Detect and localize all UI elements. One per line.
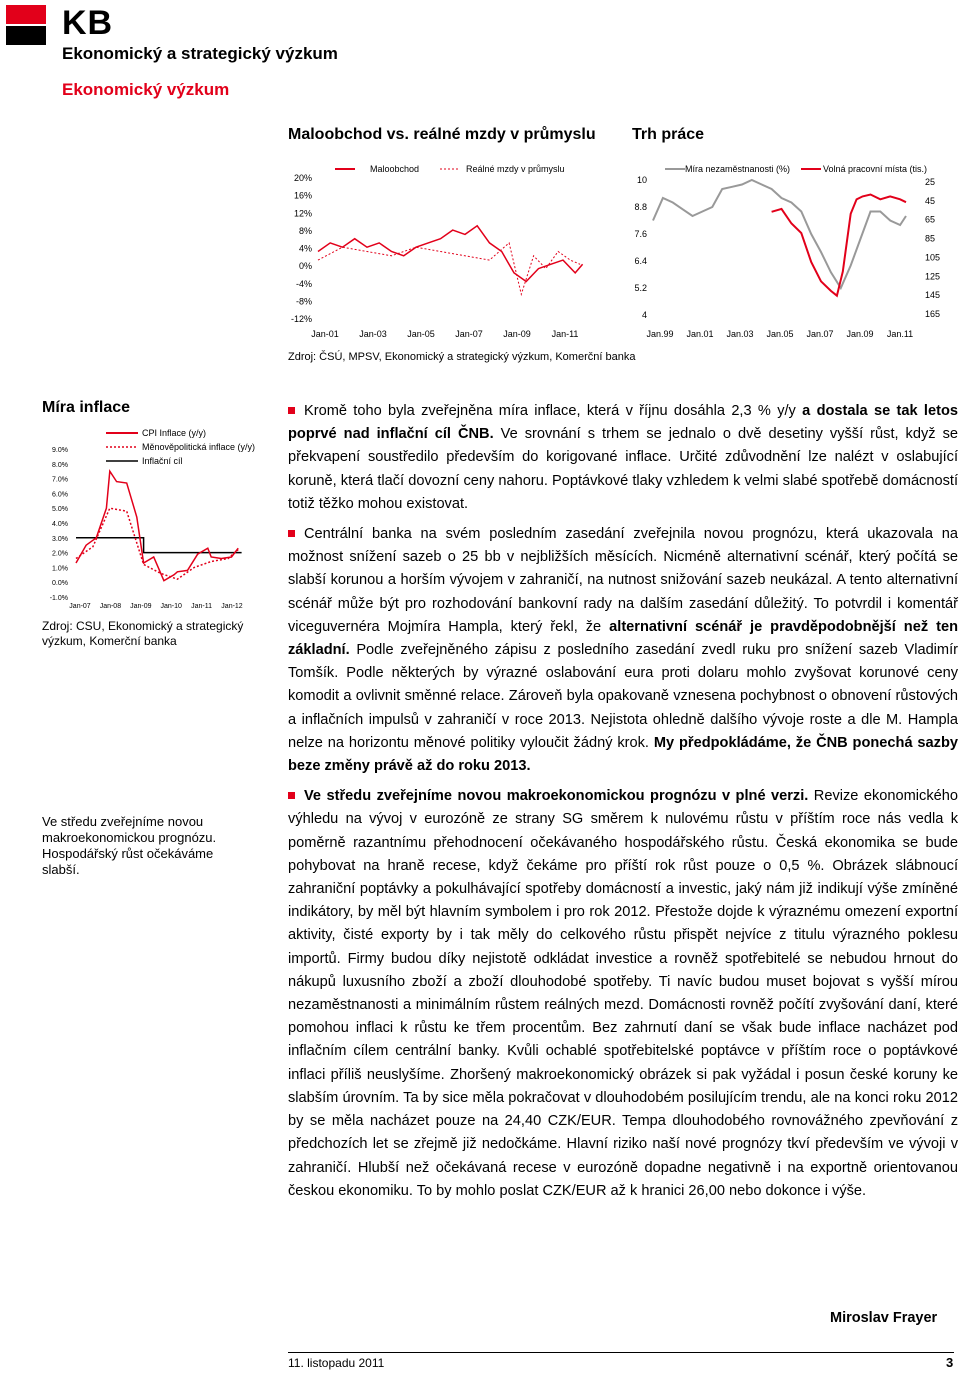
retail-y-tick: -8% <box>295 296 312 307</box>
inflation-y-tick: 8.0% <box>52 461 68 469</box>
p3-text: Revize ekonomického výhledu na vývoj v eurozóně ze strany SG směrem k nulovému růstu v příštím roce nás vedla k poměrně razantnímu přehodnocení očekávaného hospodářského růstu. Česká ekonomika se bude pohybovat na hraně recese, když čekáme pro příští rok růst pouze o 0,5 %. Obrázek slábnoucí zahraniční poptávky a pokulhávající spotřeby domácností a investic, jaký nám již indikují výše zmíněné indikátory, by měl být hlavním symbolem i pro rok 2012. Přestože dojde k výraznému omezení exportní aktivity, čisté exporty by i tak měly do celkového růstu přispět nejvíce z titulu výrazného poklesu importů. Firmy budou díky nejistotě odkládat investice a rovněž spotřebitelé se nebudou hrnout do nákupů luxusního zboží a zboží dlouhodobé spotřeby. Ti navíc budou muset bojovat s vyšší mírou nezaměstnanosti a minimálním růstem reálných mezd. Domácnosti rovněž počítí zvyšování daní, které pomohou inflaci k růstu ke třem procentům. Bez zahrnutí daní se však bude inflace nacházet pod inflačním cílem centrální banky. Kvůli ochablé spotřebitelské poptávce v příštím roce o poptávkové inflaci příliš neuslyšíme. Zhoršený makroekonomický obrázek si pak vyžádal i posun české koruny ke slabším úrovním. Ta by sice měla pokračovat v dlouhodobém posilujícím trendu, ale na konci roku 2012 by se měla nacházet pouze na 24,40 CZK/EUR. Tempa dlouhodobého rovnovážného zpevňování z předchozích let se zřejmě již nedočkáme. Hlavní riziko naší nové prognózy tkví především ve vývoji v zahraničí. Hlubší než očekávaná recese v eurozóně dopadne negativně i na exportně orientovanou českou ekonomiku. To by mohlo poslat CZK/EUR až k hranici 26,00 nebo dokonce i výše. <box>288 788 958 1199</box>
footer-divider <box>288 1352 954 1353</box>
vacancies-series-line <box>772 195 906 296</box>
retail-series-line <box>318 226 583 282</box>
retail-y-tick: -12% <box>290 314 312 324</box>
retail-y-tick: 20% <box>293 173 312 183</box>
labor-yr-tick: 45 <box>925 195 936 206</box>
cpi-series-line <box>76 471 238 581</box>
bullet-icon <box>288 530 295 537</box>
labor-yr-tick: 125 <box>925 271 941 282</box>
footer-date: 11. listopadu 2011 <box>288 1356 385 1370</box>
labor-yr-tick: 105 <box>925 252 941 263</box>
p3-bold: Ve středu zveřejníme novou makroekonomickou prognózu v plné verzi. <box>304 788 809 805</box>
retail-x-tick: Jan-09 <box>503 329 531 339</box>
p2-text-rest: Podle zveřejněného zápisu z posledního zasedání zvedl ruku pro snížení sazeb Vladimír Tomšík. Podle některých by výrazné oslabování eura proti dolaru mohlo zvyšovat korunové ceny komodit a ovlivnit směnné relace. Zároveň byla opakovaně vznesena pochybnost o obnovení růstových a inflačních impulsů v zahraničí v roce 2013. Nejistota ohledně dalšího vývoje roste a dle M. Hampla nelze na horizontu měnové politiky vyloučit žádný krok. <box>288 642 958 751</box>
labor-x-tick: Jan.05 <box>766 329 794 339</box>
target-series-line <box>76 538 242 553</box>
author: Miroslav Frayer <box>830 1310 938 1326</box>
retail-chart <box>280 155 610 345</box>
legend-unemployment: Míra nezaměstnanosti (%) <box>685 164 791 174</box>
labor-yr-tick: 145 <box>925 290 941 301</box>
inflation-y-tick: 2.0% <box>52 550 68 558</box>
labor-yr-tick: 165 <box>925 309 941 319</box>
p2-bold-end: My předpokládáme, že ČNB ponechá sazby beze změny právě až do roku 2013. <box>288 734 958 775</box>
retail-y-tick: 0% <box>298 261 312 272</box>
mp-inflation-series-line <box>76 508 238 579</box>
paragraph-1 <box>288 400 958 516</box>
legend-target: Inflační cíl <box>142 456 183 466</box>
labor-x-tick: Jan.11 <box>886 329 914 339</box>
bullet-icon <box>288 407 295 414</box>
inflation-y-tick: 6.0% <box>52 491 68 499</box>
source-top: Zdroj: ČSÚ, MPSV, Ekonomický a strategický výzkum, Komerční banka <box>288 351 636 363</box>
retail-x-tick: Jan-07 <box>455 329 483 339</box>
labor-yr-tick: 25 <box>925 177 936 187</box>
inflation-x-tick: Jan-11 <box>191 603 213 610</box>
inflation-x-tick: Jan-08 <box>99 603 122 610</box>
inflation-y-tick: 3.0% <box>52 535 68 543</box>
legend-wages: Reálné mzdy v průmyslu <box>466 164 565 174</box>
retail-chart-title: Maloobchod vs. reálné mzdy v průmyslu <box>288 126 596 143</box>
labor-yr-tick: 65 <box>925 214 936 225</box>
labor-chart-title: Trh práce <box>632 126 705 143</box>
labor-yl-tick: 4 <box>641 310 647 320</box>
p2-bold: alternativní scénář je pravděpodobnější než ten základní. <box>288 618 959 659</box>
labor-yr-tick: 85 <box>925 233 936 244</box>
inflation-y-tick: 4.0% <box>52 521 68 528</box>
p1-text: Kromě toho byla zveřejněna míra inflace, která v říjnu dosáhla 2,3 % y/y <box>304 403 803 419</box>
unemployment-series-line <box>653 180 906 288</box>
retail-y-tick: -4% <box>295 278 312 289</box>
inflation-y-tick: 9.0% <box>52 447 68 454</box>
source-left: Zdroj: CSU, Ekonomický a strategický výzkum, Komerční banka <box>42 619 244 648</box>
labor-yl-tick: 7.6 <box>634 229 647 239</box>
labor-yl-tick: 10 <box>636 175 647 185</box>
inflation-y-tick: 5.0% <box>52 506 68 514</box>
page-number: 3 <box>946 1355 954 1370</box>
labor-yl-tick: 8.8 <box>634 202 647 212</box>
retail-y-tick: 4% <box>298 243 312 254</box>
retail-y-tick: 8% <box>298 225 312 236</box>
kb-logo-icon <box>6 5 46 45</box>
labor-yl-tick: 5.2 <box>634 283 647 293</box>
inflation-x-tick: Jan-12 <box>221 603 243 610</box>
labor-yl-tick: 6.4 <box>634 256 647 266</box>
labor-chart <box>625 155 960 345</box>
legend-retail: Maloobchod <box>370 164 420 174</box>
department-subtitle: Ekonomický výzkum <box>62 80 230 99</box>
retail-y-tick: 16% <box>293 190 312 201</box>
inflation-y-tick: 0.0% <box>52 580 68 588</box>
sidebar-note: Ve středu zveřejníme novou makroekonomickou prognózu. Hospodářský růst očekáváme slabší. <box>42 814 217 877</box>
labor-x-tick: Jan.99 <box>646 329 674 339</box>
p1-text-rest: Ve srovnání s trhem se jednalo o dvě desetiny vyšší růst, když se překvapení soustředilo především do korigované inflace. Určité zdůvodnění lze nalézt v oslabující koruně, která tlačí dovozní ceny nahoru. Poptávkové tlaky vzhledem k velmi slabé spotřebě domácností totiž těžko mohou existovat. <box>288 426 958 512</box>
inflation-chart-title: Míra inflace <box>42 399 131 416</box>
p1-bold: a dostala se tak letos poprvé nad inflační cíl ČNB. <box>288 403 958 443</box>
legend-mp: Měnověpolitická inflace (y/y) <box>142 442 255 452</box>
labor-x-tick: Jan.03 <box>726 329 754 339</box>
inflation-chart <box>40 425 255 613</box>
inflation-x-tick: Jan-10 <box>160 603 182 610</box>
inflation-x-tick: Jan-07 <box>69 603 91 610</box>
paragraph-3 <box>288 785 958 1203</box>
retail-y-tick: 12% <box>293 208 312 219</box>
labor-x-tick: Jan.09 <box>846 329 874 339</box>
inflation-x-tick: Jan-09 <box>130 603 152 610</box>
department-title: Ekonomický a strategický výzkum <box>62 44 338 63</box>
logo-text: KB <box>62 4 114 42</box>
labor-x-tick: Jan.07 <box>806 329 834 339</box>
inflation-y-tick: 1.0% <box>52 565 68 573</box>
retail-x-tick: Jan-03 <box>359 329 387 339</box>
bullet-icon <box>288 792 295 799</box>
inflation-y-tick: -1.0% <box>49 595 68 602</box>
retail-x-tick: Jan-11 <box>551 329 579 339</box>
inflation-y-tick: 7.0% <box>52 476 68 484</box>
legend-cpi: CPI Inflace (y/y) <box>142 428 207 438</box>
labor-x-tick: Jan.01 <box>686 329 714 339</box>
legend-vacancies: Volná pracovní místa (tis.) <box>823 164 928 174</box>
retail-x-tick: Jan-05 <box>407 329 435 339</box>
article-body <box>288 400 958 1210</box>
wages-series-line <box>318 243 580 294</box>
paragraph-2 <box>288 523 958 778</box>
retail-x-tick: Jan-01 <box>311 329 339 339</box>
p2-text: Centrální banka na svém posledním zasedání zveřejnila novou prognózu, která ukazovala na možnost snížení sazeb o 25 bb v nejbližších měsících. Nicméně alternativní scénář, který počítá se slabší korunou a horším vývojem v zahraničí, na nutnost snižování sazeb neukázal. A tento alternativní scénář může být pro rozhodování bankovní rady na dalším zasedání důležitý. To potvrdil i komentář viceguvernéra Mojmíra Hampla, který řekl, že <box>288 526 958 635</box>
